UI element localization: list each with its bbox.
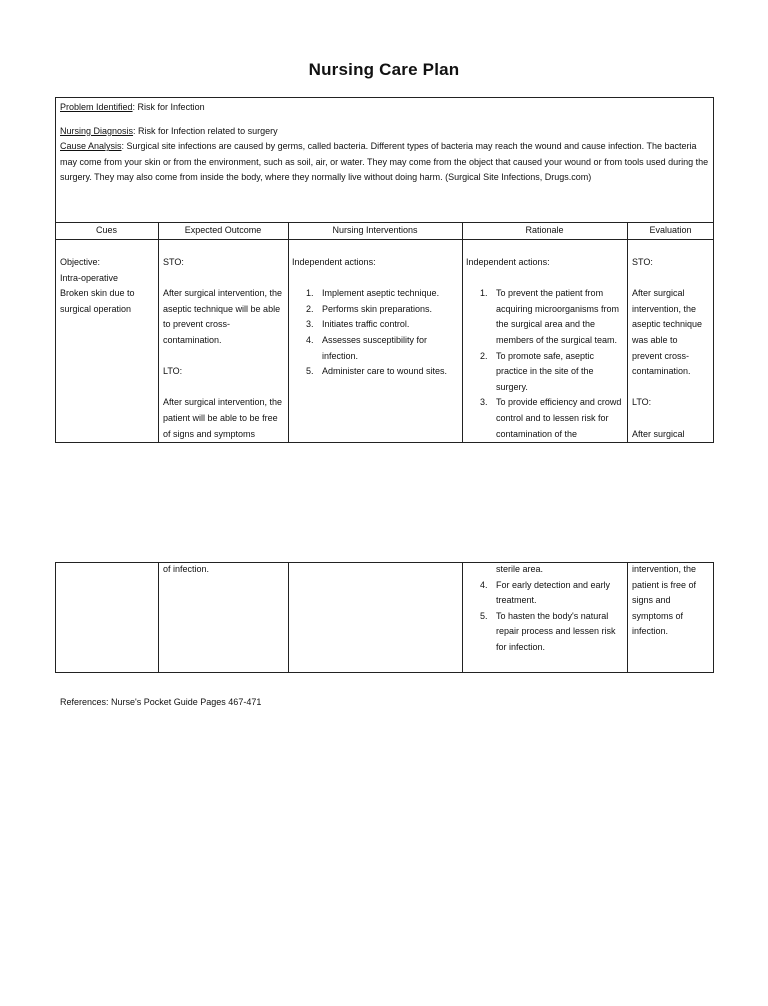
- cue-line: surgical operation: [60, 303, 132, 314]
- rationale-continued-line: sterile area.: [496, 564, 544, 574]
- expected-outcome-continued: [163, 562, 287, 578]
- diagnosis-label: Nursing Diagnosis: [60, 125, 134, 136]
- outcome-continued-text: of infection.: [163, 564, 210, 574]
- column-divider: [462, 222, 463, 443]
- column-divider: [288, 562, 289, 673]
- interventions-heading: Independent actions:: [292, 257, 376, 267]
- column-header-nursing-interventions: Nursing Interventions: [332, 225, 418, 235]
- intervention-item: 4. Assesses susceptibility for infection.: [306, 334, 428, 361]
- rationale-item: 5. To hasten the body's natural repair process and lessen risk for infection.: [480, 610, 616, 652]
- column-divider: [462, 562, 463, 673]
- evaluation-lto-label: LTO:: [632, 397, 652, 408]
- header-row-bottom-line: [55, 239, 714, 240]
- column-divider: [158, 562, 159, 673]
- lto-label: LTO:: [163, 366, 183, 377]
- problem-identified: [60, 100, 709, 116]
- care-plan-header: [55, 97, 714, 222]
- evaluation-sto-text: After surgical intervention, the aseptic technique was able to prevent cross-contamination.: [632, 288, 703, 377]
- problem-value: : Risk for Infection: [132, 102, 205, 112]
- column-divider: [158, 222, 159, 443]
- column-divider: [627, 562, 628, 673]
- cue-line: Objective:: [60, 257, 101, 267]
- rationale-item: 4. For early detection and early treatment.: [480, 579, 611, 606]
- rationale-continued: [466, 562, 626, 656]
- lto-text: After surgical intervention, the patient will be able to be free of signs and symptoms: [163, 397, 283, 439]
- cues-cell: [60, 255, 156, 317]
- column-header-evaluation: Evaluation: [649, 225, 692, 235]
- rationale-item: 2. To promote safe, aseptic practice in the site of the surgery.: [480, 350, 595, 392]
- column-header-rationale: Rationale: [525, 225, 564, 235]
- evaluation-cell: [632, 255, 710, 441]
- rationale-item: 1. To prevent the patient from acquiring microorganisms from the surgical area and the members of the surgical team.: [480, 288, 620, 345]
- cause-label: Cause Analysis: [60, 141, 122, 152]
- sto-label: STO:: [163, 257, 184, 267]
- cause-analysis: [60, 139, 709, 186]
- evaluation-lto-text: After surgical: [632, 428, 685, 439]
- column-header-cues: Cues: [95, 225, 117, 235]
- rationale-item: 3. To provide efficiency and crowd control and to lessen risk for contamination of the: [480, 397, 622, 439]
- nursing-interventions-cell: [292, 255, 460, 380]
- rationale-heading: Independent actions:: [466, 257, 550, 267]
- sto-text: After surgical intervention, the aseptic technique will be able to prevent cross-contamination.: [163, 288, 283, 345]
- problem-label: Problem Identified: [60, 102, 133, 112]
- rationale-cell: [466, 255, 626, 441]
- cause-value: : Surgical site infections are caused by germs, called bacteria. Different types of bacteria may reach the wound and cause infection. The bacteria may come from your skin or from the environment, such as soil, air, or water. They may come from the object that caused your wound or from tools used during the surgery. They may also come from inside the body, where they normally live without doing harm. (Surgical Site Infections, Drugs.com): [60, 141, 709, 183]
- references: References: Nurse's Pocket Guide Pages 467-471: [60, 697, 262, 707]
- nursing-diagnosis: [60, 124, 709, 140]
- column-divider: [627, 222, 628, 443]
- cue-line: Broken skin due to: [60, 288, 135, 299]
- interventions-list: [292, 286, 460, 380]
- evaluation-sto-label: STO:: [632, 257, 653, 267]
- intervention-item: 1. Implement aseptic technique.: [306, 288, 440, 299]
- expected-outcome-cell: [163, 255, 287, 442]
- column-divider: [288, 222, 289, 443]
- page-title: Nursing Care Plan: [308, 60, 460, 79]
- rationale-list-continued: [466, 578, 626, 656]
- cue-line: Intra-operative: [60, 272, 119, 283]
- rationale-list: [466, 286, 626, 441]
- intervention-item: 2. Performs skin preparations.: [306, 303, 433, 314]
- intervention-item: 5. Administer care to wound sites.: [306, 366, 448, 377]
- intervention-item: 3. Initiates traffic control.: [306, 319, 410, 330]
- diagnosis-value: : Risk for Infection related to surgery: [133, 125, 278, 136]
- evaluation-continued-text: intervention, the patient is free of signs and symptoms of infection.: [632, 564, 697, 637]
- evaluation-continued: [632, 562, 710, 640]
- column-header-expected-outcome: Expected Outcome: [184, 225, 262, 235]
